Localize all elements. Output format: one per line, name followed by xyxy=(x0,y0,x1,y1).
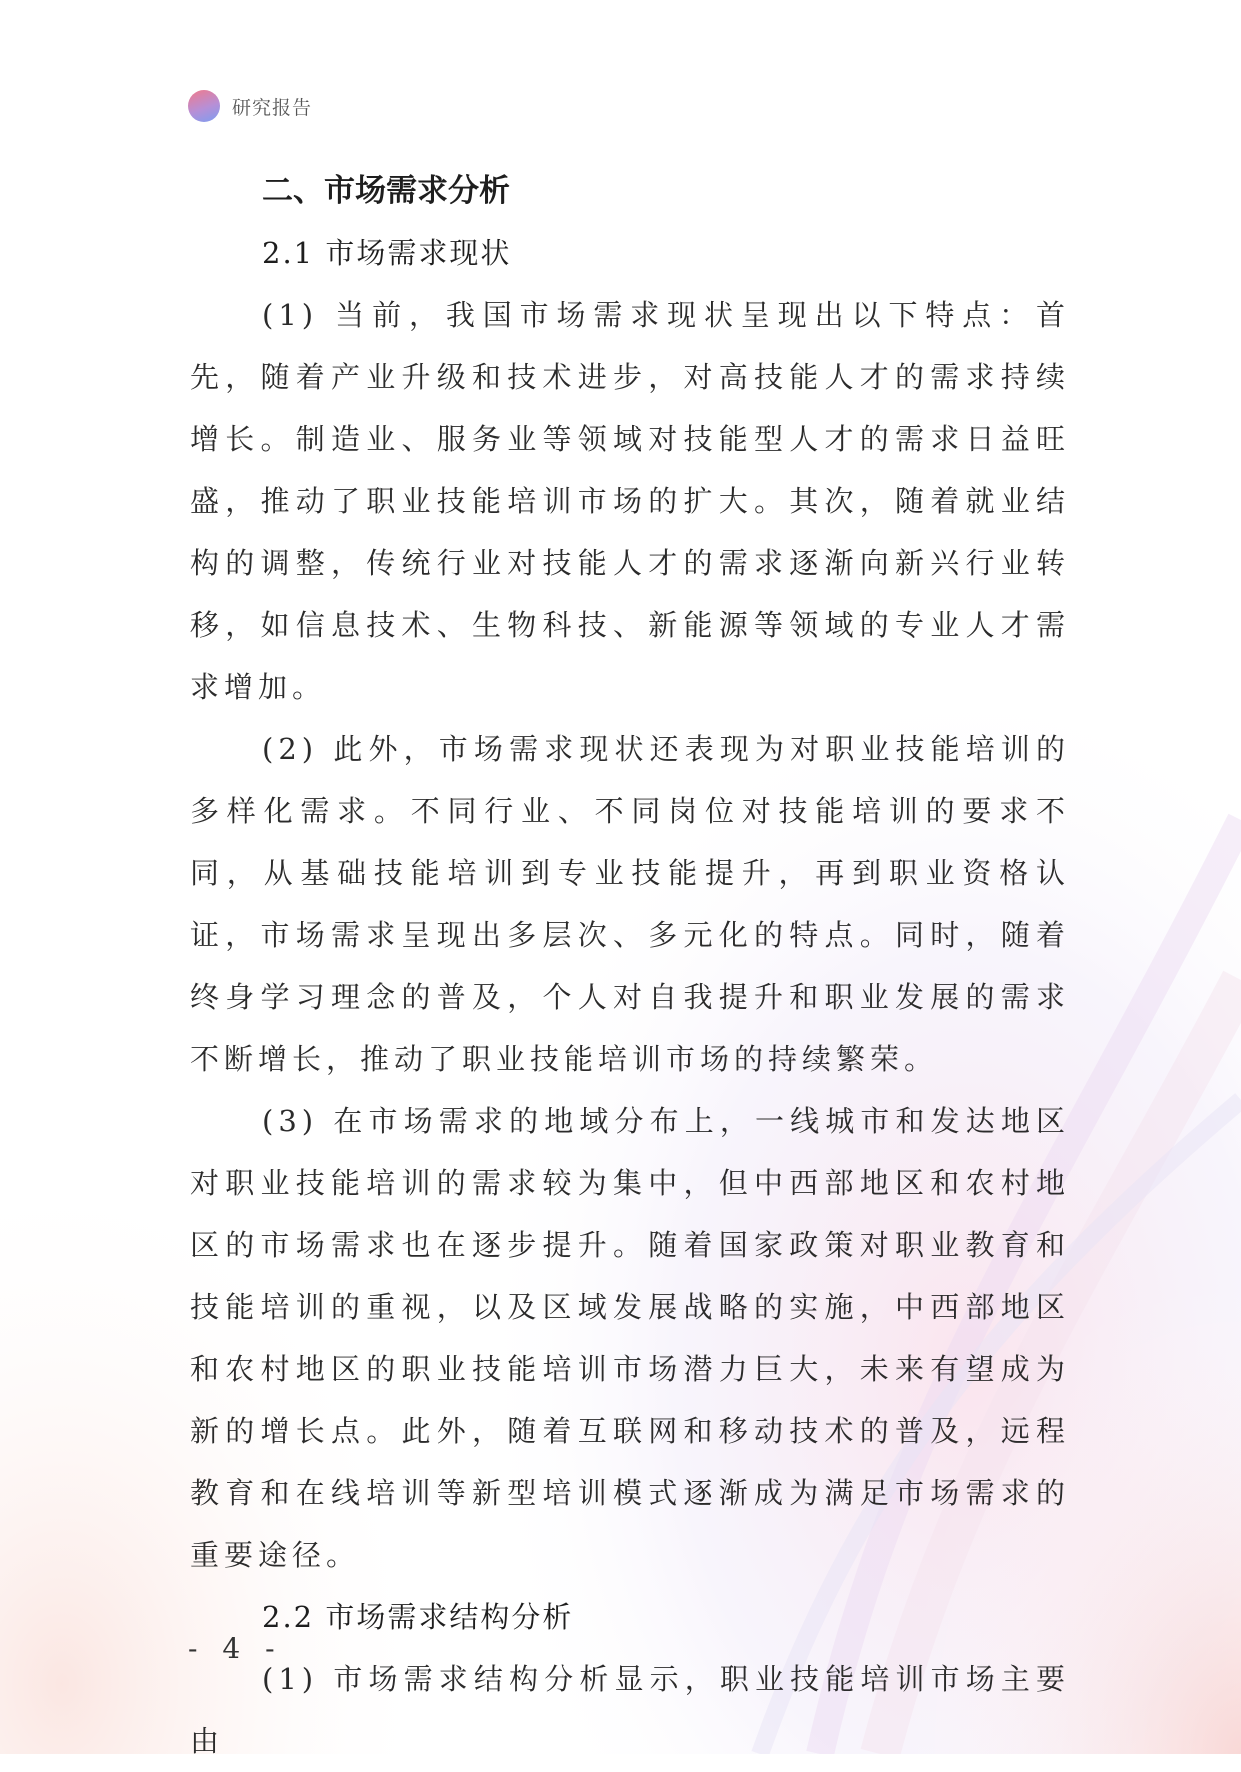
paragraph: (2) 此外，市场需求现状还表现为对职业技能培训的多样化需求。不同行业、不同岗位对技能培训的要求不同，从基础技能培训到专业技能提升，再到职业资格认证，市场需求呈现出多层次、多元化的特点。同时，随着终身学习理念的普及，个人对自我提升和职业发展的需求不断增长，推动了职业技能培训市场的持续繁荣。 xyxy=(190,732,1070,1076)
paragraph: (1) 当前，我国市场需求现状呈现出以下特点：首先，随着产业升级和技术进步，对高技能人才的需求持续增长。制造业、服务业等领域对技能型人才的需求日益旺盛，推动了职业技能培训市场的扩大。其次，随着就业结构的调整，传统行业对技能人才的需求逐渐向新兴行业转移，如信息技术、生物科技、新能源等领域的专业人才需求增加。 xyxy=(190,298,1070,704)
logo-icon xyxy=(188,90,220,122)
header-label: 研究报告 xyxy=(232,96,313,119)
document-body xyxy=(190,160,1070,1772)
subsection-title: 2.2 市场需求结构分析 xyxy=(262,1600,574,1634)
page-number: - 4 - xyxy=(188,1632,283,1665)
section-title: 二、市场需求分析 xyxy=(262,173,510,209)
paragraph: (1) 市场需求结构分析显示，职业技能培训市场主要由 xyxy=(190,1662,1070,1758)
report-header xyxy=(188,90,312,122)
paragraph: (3) 在市场需求的地域分布上，一线城市和发达地区对职业技能培训的需求较为集中，但中西部地区和农村地区的市场需求也在逐步提升。随着国家政策对职业教育和技能培训的重视，以及区域发展战略的实施，中西部地区和农村地区的职业技能培训市场潜力巨大，未来有望成为新的增长点。此外，随着互联网和移动技术的普及，远程教育和在线培训等新型培训模式逐渐成为满足市场需求的重要途径。 xyxy=(190,1104,1070,1572)
subsection-title: 2.1 市场需求现状 xyxy=(262,236,512,270)
